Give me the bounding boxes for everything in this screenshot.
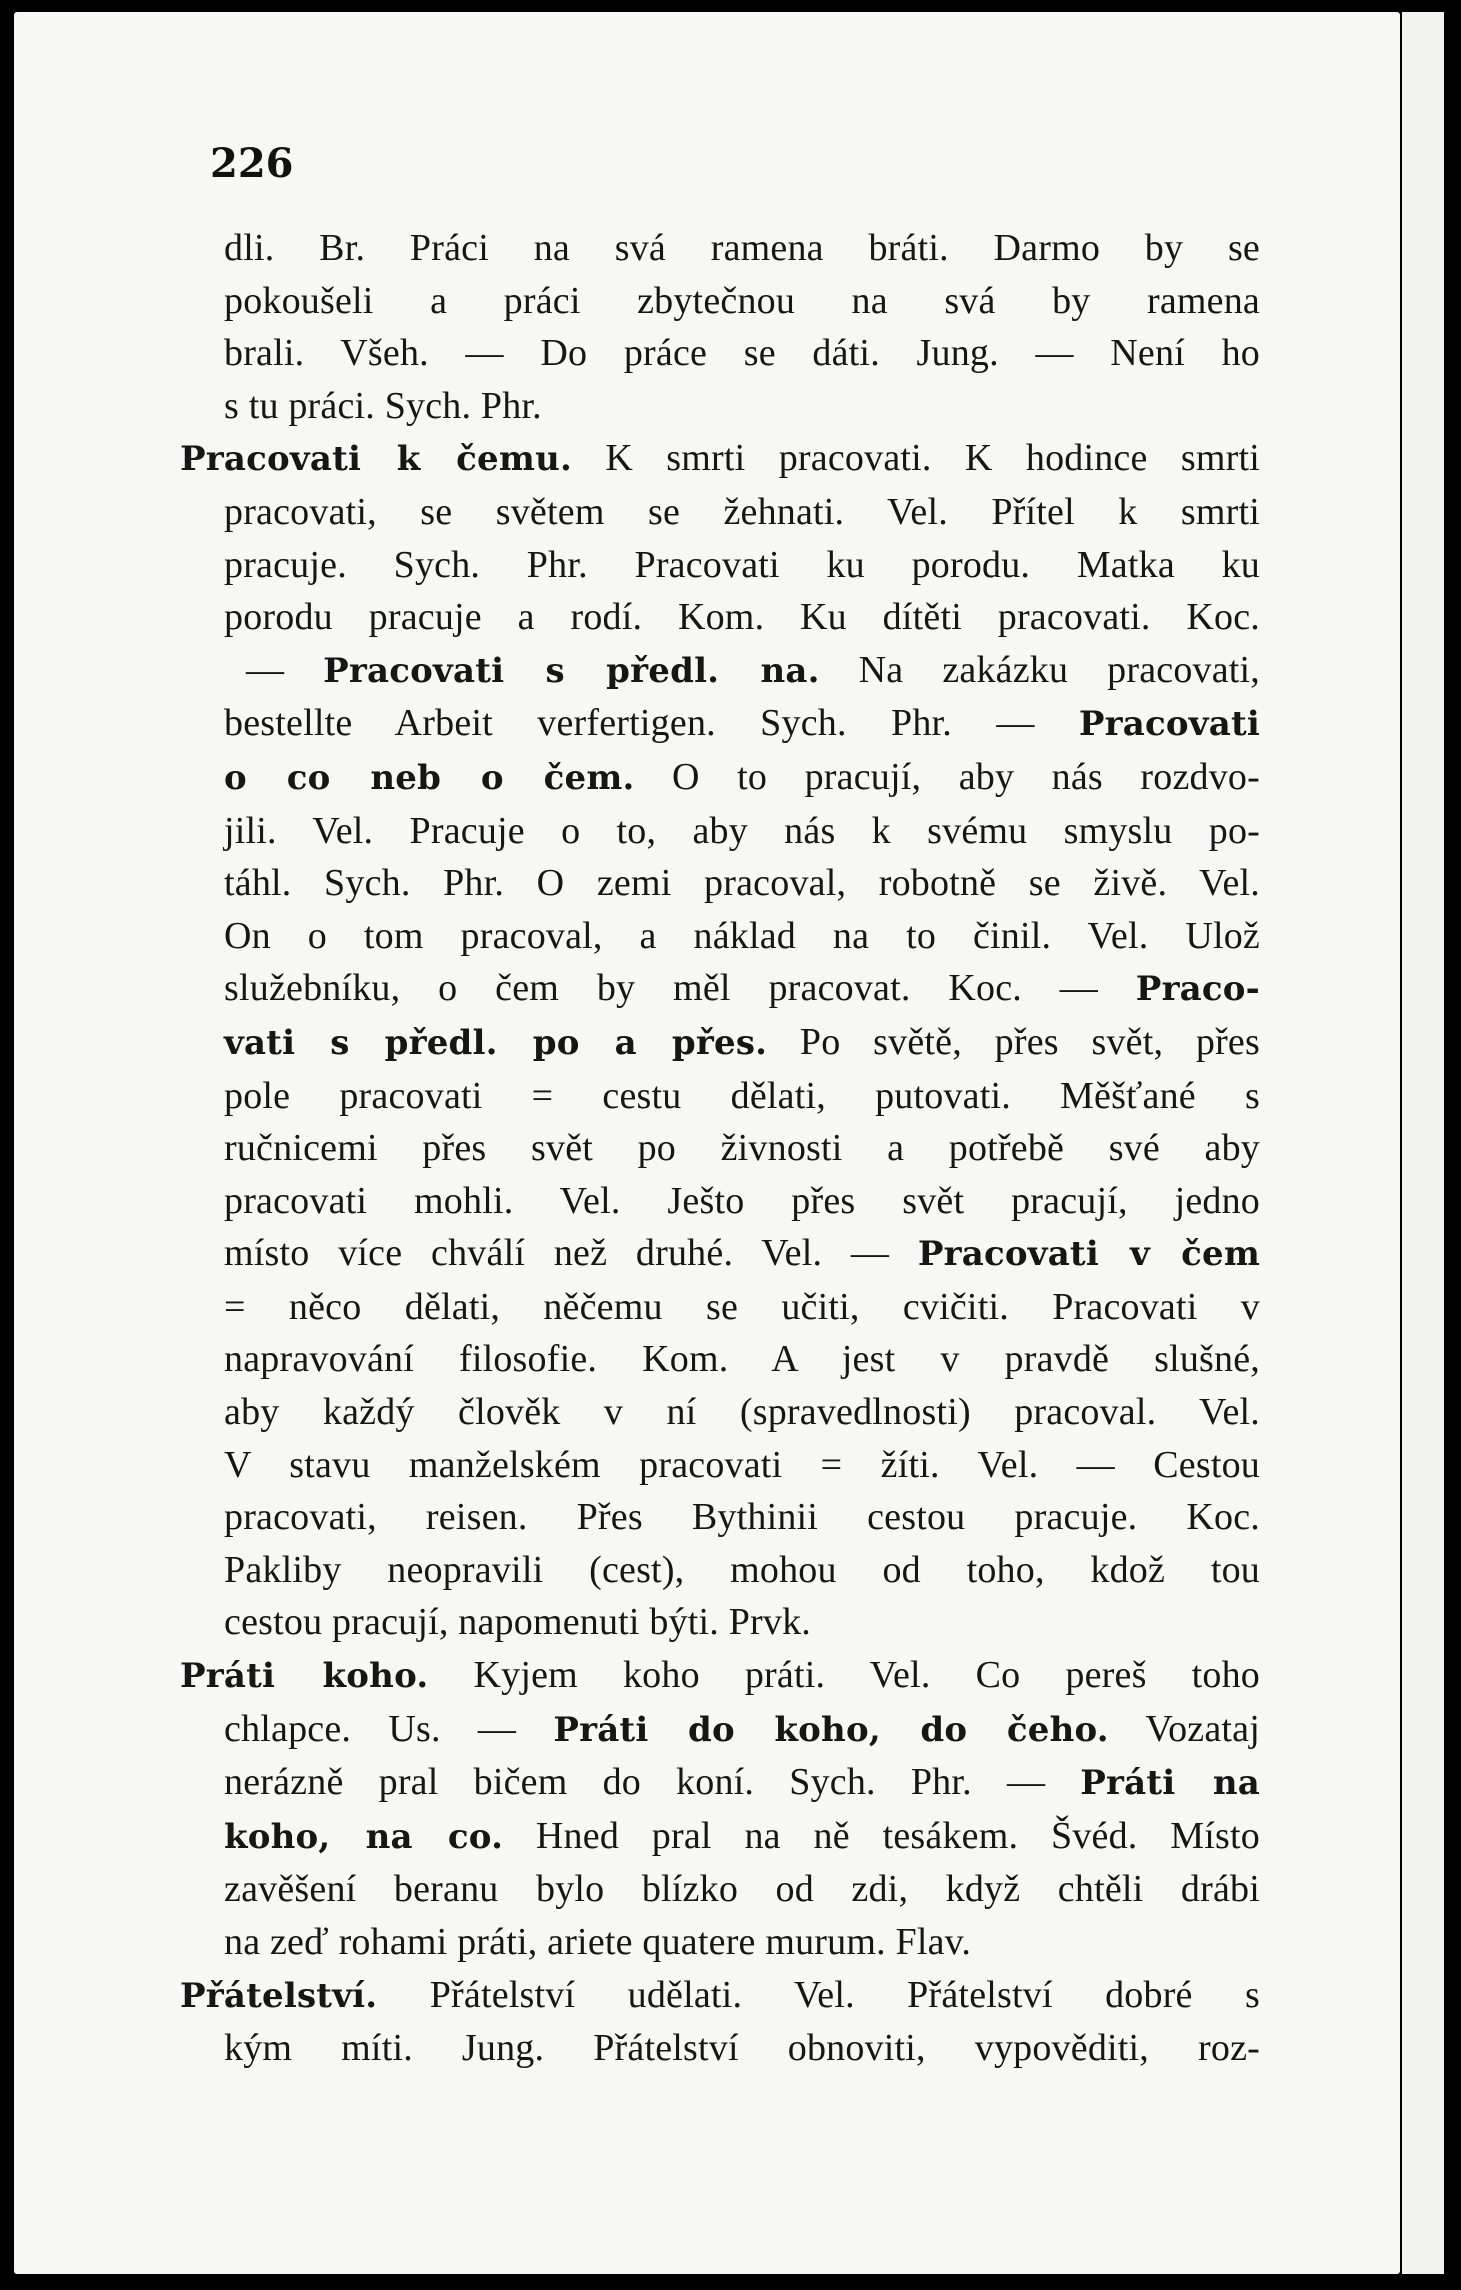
text-segment: brali. Všeh. — Do práce se dáti. Jung. — Není ho [224,332,1260,375]
text-line [224,486,1260,539]
text-segment: bestellte Arbeit verfertigen. Sych. Phr. — [224,702,1079,745]
text-line [224,910,1260,963]
entry-headword-line [180,1649,1260,1703]
text-segment: pracovati mohli. Vel. Ješto přes svět pracují, jedno [224,1179,1260,1222]
text-line [224,1333,1260,1386]
text-segment: místo více chválí než druhé. Vel. — [224,1232,918,1275]
text-line [224,1596,1260,1649]
text-segment: Na zakázku pracovati, [819,648,1261,691]
entry-headword-line [180,1969,1260,2023]
text-line [224,1544,1260,1597]
entry-headword-line [180,432,1260,486]
text-segment: V stavu manželském pracovati = žíti. Vel. — Cestou [224,1443,1260,1486]
text-segment: s tu práci. Sych. Phr. [224,384,542,427]
text-line [224,1756,1260,1810]
text-line [224,591,1260,644]
text-segment: dli. Br. Práci na svá ramena bráti. Darmo by se [224,227,1260,269]
text-line [224,1810,1260,1864]
text-line [224,1386,1260,1439]
text-line [224,857,1260,910]
text-line [224,805,1260,858]
text-segment: Přátelství udělati. Vel. Přátelství dobré s [377,1973,1260,2016]
text-segment: jili. Vel. Pracuje o to, aby nás k svému smyslu po- [224,809,1260,852]
text-line [224,644,1260,698]
text-line [224,1863,1260,1916]
text-line [224,1703,1260,1757]
text-segment: porodu pracuje a rodí. Kom. Ku dítěti pracovati. Koc. [224,596,1260,639]
text-segment: pole pracovati = cestu dělati, putovati. Měšťané s [224,1074,1260,1117]
text-line [224,751,1260,805]
adjacent-page-edge [1402,12,1444,2274]
text-segment: napravování filosofie. Kom. A jest v pravdě slušné, [224,1338,1260,1381]
bold-phrase: vati s předl. po a přes. [224,1022,768,1063]
text-segment: pracovati, reisen. Přes Bythinii cestou pracuje. Koc. [224,1496,1260,1539]
bold-phrase: koho, na co. [224,1816,504,1857]
text-line [224,1016,1260,1070]
text-line [224,1122,1260,1175]
text-segment: chlapce. Us. — [224,1707,554,1750]
text-line [224,962,1260,1016]
text-line [224,2022,1260,2075]
text-segment: O to pracují, aby nás rozdvo- [634,755,1260,798]
bold-phrase: Přátelství. [180,1975,378,2016]
text-segment: táhl. Sych. Phr. O zemi pracoval, robotně se živě. Vel. [224,862,1260,905]
text-line [224,539,1260,592]
text-segment: zavěšení beranu bylo blízko od zdi, když chtěli drábi [224,1868,1260,1911]
text-segment: Po světě, přes svět, přes [767,1020,1260,1063]
text-segment: služebníku, o čem by měl pracovat. Koc. — [224,967,1136,1010]
bold-phrase: Práti koho. [180,1656,429,1697]
text-segment: nerázně pral bičem do koní. Sych. Phr. — [224,1761,1081,1804]
text-line [224,327,1260,380]
bold-phrase: Pracovati v čem [917,1234,1260,1275]
text-line [224,697,1260,751]
text-line [224,1070,1260,1123]
bold-phrase: Pracovati k čemu. [180,439,573,480]
page-number: 226 [210,140,294,187]
text-segment: ručnicemi přes svět po živnosti a potřebě své aby [224,1127,1260,1170]
text-line [224,1281,1260,1334]
text-line [224,1227,1260,1281]
text-segment: Kyjem koho práti. Vel. Co pereš toho [428,1654,1260,1697]
text-segment: = něco dělati, něčemu se učiti, cvičiti. Pracovati v [224,1285,1260,1328]
text-line [224,1491,1260,1544]
text-line [224,222,1260,275]
text-segment: aby každý člověk v ní (spravedlnosti) pracoval. Vel. [224,1391,1260,1434]
text-line [224,275,1260,328]
text-segment: Vozataj [1108,1707,1261,1750]
bold-phrase: Pracovati [1078,704,1260,745]
text-segment: K smrti pracovati. K hodince smrti [572,437,1260,480]
text-segment: pracovati, se světem se žehnati. Vel. Přítel k smrti [224,490,1260,533]
text-segment: pracuje. Sych. Phr. Pracovati ku porodu. Matka ku [224,543,1260,586]
text-segment: — [246,648,324,691]
bold-phrase: Práti na [1080,1763,1260,1804]
text-segment: cestou pracují, napomenuti býti. Prvk. [224,1601,811,1644]
text-line [224,380,1260,433]
dictionary-text [180,222,1261,2075]
text-line [224,1916,1260,1969]
bold-phrase: Práti do koho, do čeho. [553,1709,1109,1750]
text-segment: kým míti. Jung. Přátelství obnoviti, vypověditi, roz- [224,2027,1260,2070]
text-segment: Hned pral na ně tesákem. Švéd. Místo [503,1814,1260,1857]
text-segment: Pakliby neopravili (cest), mohou od toho, kdož tou [224,1548,1260,1591]
bold-phrase: Pracovati s předl. na. [323,650,820,691]
text-segment: na zeď rohami práti, ariete quatere murum. Flav. [224,1921,972,1963]
text-segment: pokoušeli a práci zbytečnou na svá by ramena [224,279,1260,322]
bold-phrase: Praco- [1135,969,1260,1010]
text-line [224,1175,1260,1228]
bold-phrase: o co neb o čem. [224,757,635,798]
text-segment: On o tom pracoval, a náklad na to činil. Vel. Ulož [224,914,1260,957]
text-line [224,1439,1260,1492]
